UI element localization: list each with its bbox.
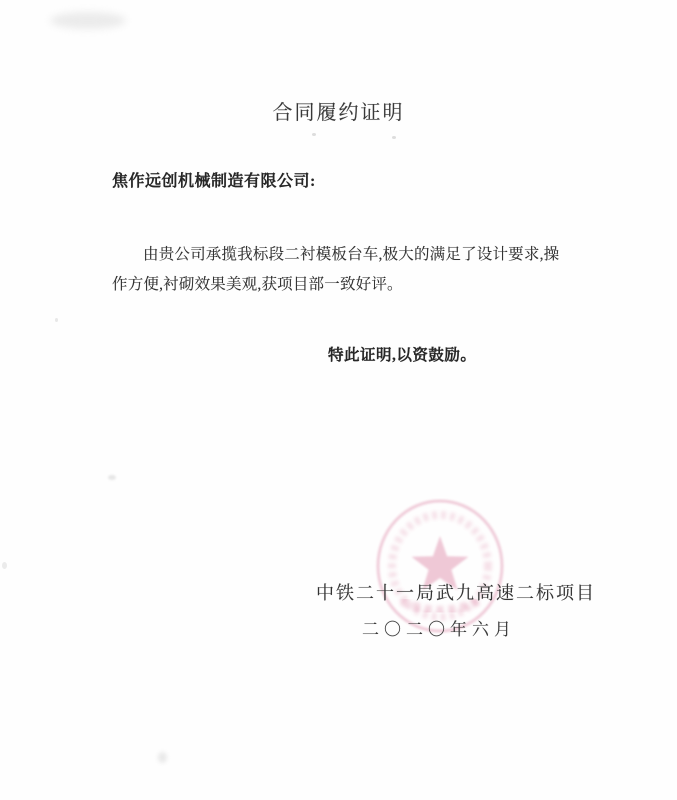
signer-line: 中铁二十一局武九高速二标项目 (316, 583, 596, 603)
scan-speck (158, 752, 167, 763)
recipient-line: 焦作远创机械制造有限公司: (112, 173, 316, 190)
scan-speck (108, 475, 116, 480)
scan-speck (2, 562, 7, 569)
body-line-2: 作方便,衬砌效果美观,获项目部一致好评。 (112, 276, 403, 293)
scan-smudge (50, 12, 126, 29)
scan-speck (312, 133, 316, 136)
document-title: 合同履约证明 (272, 102, 405, 124)
body-line-1: 由贵公司承揽我标段二衬模板台车,极大的满足了设计要求,操 (143, 246, 560, 263)
body-paragraph (112, 240, 572, 300)
scan-speck (55, 318, 58, 322)
scan-speck (392, 136, 396, 139)
closing-line: 特此证明,以资鼓励。 (328, 347, 477, 364)
date-line: 二〇二〇年六月 (362, 620, 516, 639)
